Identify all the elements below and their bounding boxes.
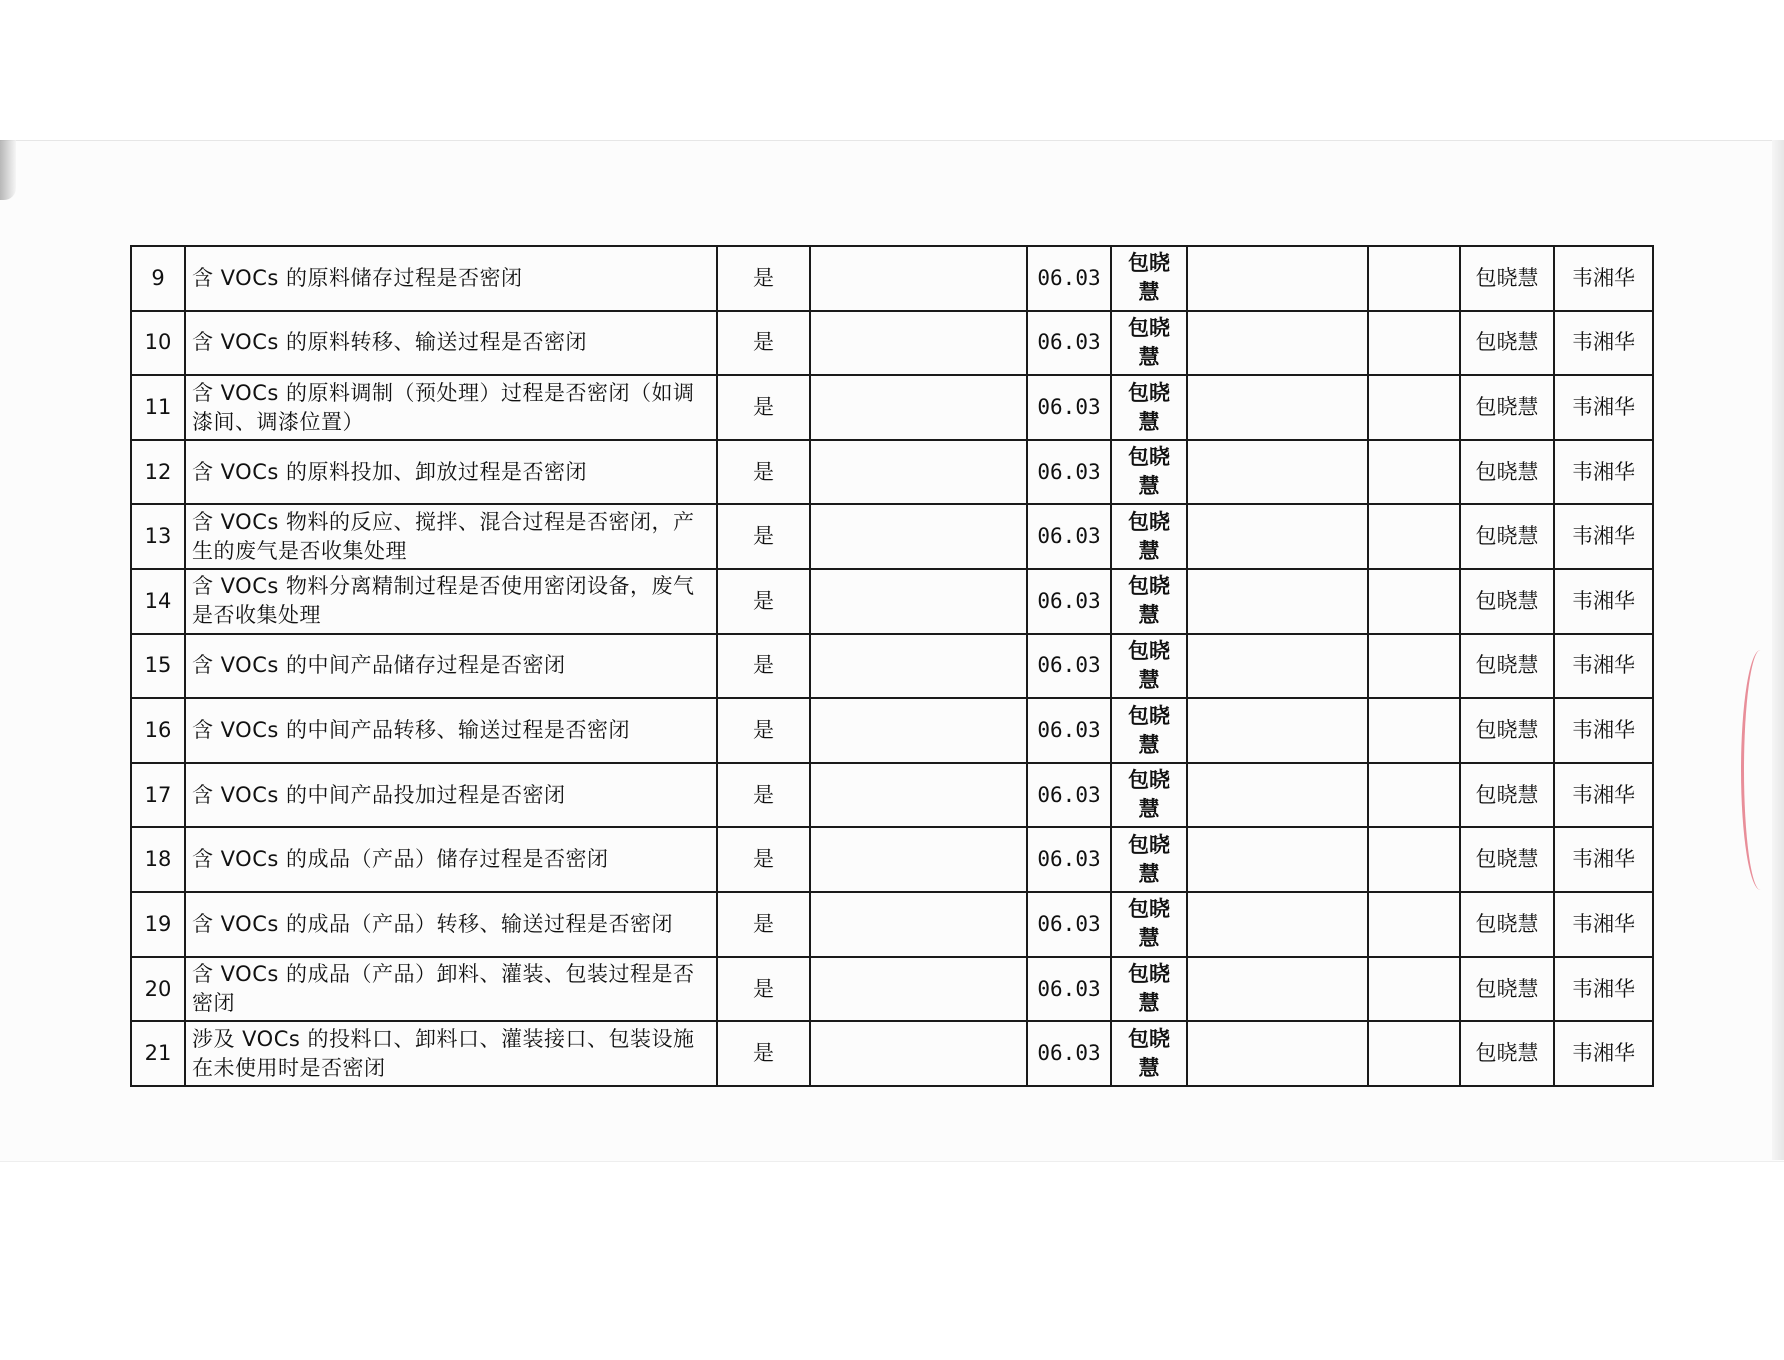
small-signature-cell: 包晓慧 [1111, 698, 1187, 763]
date-cell: 06.03 [1027, 957, 1111, 1022]
answer-cell: 是 [717, 763, 810, 828]
row-number: 18 [131, 827, 185, 892]
inspection-item: 含 VOCs 的成品（产品）卸料、灌装、包装过程是否密闭 [185, 957, 717, 1022]
inspection-item: 含 VOCs 的原料调制（预处理）过程是否密闭（如调漆间、调漆位置） [185, 375, 717, 440]
date-cell: 06.03 [1027, 504, 1111, 569]
inspection-item: 涉及 VOCs 的投料口、卸料口、灌装接口、包装设施在未使用时是否密闭 [185, 1021, 717, 1086]
table-row [131, 569, 1653, 634]
blank-cell-a [1187, 957, 1368, 1022]
answer-cell: 是 [717, 375, 810, 440]
blank-cell-b [1368, 440, 1460, 505]
table-row [131, 311, 1653, 376]
date-cell: 06.03 [1027, 375, 1111, 440]
remark-cell [810, 892, 1027, 957]
small-signature-cell: 包晓慧 [1111, 246, 1187, 311]
small-signature-cell: 包晓慧 [1111, 892, 1187, 957]
reviewer-signature: 韦湘华 [1554, 246, 1653, 311]
remark-cell [810, 375, 1027, 440]
remark-cell [810, 440, 1027, 505]
date-cell: 06.03 [1027, 763, 1111, 828]
table-row [131, 634, 1653, 699]
inspector-signature: 包晓慧 [1460, 892, 1554, 957]
blank-cell-a [1187, 634, 1368, 699]
table-row [131, 827, 1653, 892]
small-signature-cell: 包晓慧 [1111, 957, 1187, 1022]
blank-cell-a [1187, 246, 1368, 311]
small-signature-cell: 包晓慧 [1111, 375, 1187, 440]
small-signature-cell: 包晓慧 [1111, 827, 1187, 892]
checklist-body [131, 246, 1653, 1086]
date-cell: 06.03 [1027, 892, 1111, 957]
inspection-item: 含 VOCs 物料分离精制过程是否使用密闭设备，废气是否收集处理 [185, 569, 717, 634]
row-number: 17 [131, 763, 185, 828]
blank-cell-b [1368, 504, 1460, 569]
small-signature-cell: 包晓慧 [1111, 1021, 1187, 1086]
remark-cell [810, 634, 1027, 699]
blank-cell-b [1368, 957, 1460, 1022]
inspection-item: 含 VOCs 物料的反应、搅拌、混合过程是否密闭，产生的废气是否收集处理 [185, 504, 717, 569]
row-number: 19 [131, 892, 185, 957]
inspector-signature: 包晓慧 [1460, 634, 1554, 699]
small-signature-cell: 包晓慧 [1111, 504, 1187, 569]
blank-cell-b [1368, 892, 1460, 957]
row-number: 14 [131, 569, 185, 634]
small-signature-cell: 包晓慧 [1111, 440, 1187, 505]
reviewer-signature: 韦湘华 [1554, 504, 1653, 569]
table-row [131, 957, 1653, 1022]
inspector-signature: 包晓慧 [1460, 246, 1554, 311]
inspector-signature: 包晓慧 [1460, 763, 1554, 828]
blank-cell-a [1187, 375, 1368, 440]
table-row [131, 1021, 1653, 1086]
inspector-signature: 包晓慧 [1460, 375, 1554, 440]
answer-cell: 是 [717, 440, 810, 505]
inspection-item: 含 VOCs 的中间产品转移、输送过程是否密闭 [185, 698, 717, 763]
remark-cell [810, 1021, 1027, 1086]
blank-cell-a [1187, 504, 1368, 569]
table-row [131, 375, 1653, 440]
inspector-signature: 包晓慧 [1460, 311, 1554, 376]
row-number: 21 [131, 1021, 185, 1086]
table-row [131, 698, 1653, 763]
small-signature-cell: 包晓慧 [1111, 634, 1187, 699]
row-number: 10 [131, 311, 185, 376]
inspector-signature: 包晓慧 [1460, 440, 1554, 505]
inspection-checklist-table [130, 245, 1654, 1087]
table-row [131, 504, 1653, 569]
date-cell: 06.03 [1027, 246, 1111, 311]
page-curl-shadow [0, 140, 16, 200]
row-number: 12 [131, 440, 185, 505]
reviewer-signature: 韦湘华 [1554, 311, 1653, 376]
blank-cell-b [1368, 311, 1460, 376]
blank-cell-a [1187, 440, 1368, 505]
remark-cell [810, 569, 1027, 634]
answer-cell: 是 [717, 634, 810, 699]
inspector-signature: 包晓慧 [1460, 1021, 1554, 1086]
reviewer-signature: 韦湘华 [1554, 763, 1653, 828]
date-cell: 06.03 [1027, 698, 1111, 763]
reviewer-signature: 韦湘华 [1554, 827, 1653, 892]
date-cell: 06.03 [1027, 827, 1111, 892]
reviewer-signature: 韦湘华 [1554, 375, 1653, 440]
reviewer-signature: 韦湘华 [1554, 1021, 1653, 1086]
reviewer-signature: 韦湘华 [1554, 440, 1653, 505]
table-row [131, 440, 1653, 505]
blank-cell-a [1187, 763, 1368, 828]
inspection-item: 含 VOCs 的成品（产品）储存过程是否密闭 [185, 827, 717, 892]
blank-cell-b [1368, 827, 1460, 892]
blank-cell-b [1368, 763, 1460, 828]
inspection-item: 含 VOCs 的原料转移、输送过程是否密闭 [185, 311, 717, 376]
date-cell: 06.03 [1027, 311, 1111, 376]
row-number: 11 [131, 375, 185, 440]
answer-cell: 是 [717, 311, 810, 376]
blank-cell-a [1187, 569, 1368, 634]
small-signature-cell: 包晓慧 [1111, 311, 1187, 376]
inspector-signature: 包晓慧 [1460, 569, 1554, 634]
blank-cell-b [1368, 375, 1460, 440]
blank-cell-a [1187, 827, 1368, 892]
blank-cell-a [1187, 892, 1368, 957]
row-number: 20 [131, 957, 185, 1022]
blank-cell-b [1368, 634, 1460, 699]
red-seal-stamp [1741, 650, 1780, 890]
answer-cell: 是 [717, 698, 810, 763]
answer-cell: 是 [717, 827, 810, 892]
date-cell: 06.03 [1027, 1021, 1111, 1086]
inspection-item: 含 VOCs 的原料储存过程是否密闭 [185, 246, 717, 311]
small-signature-cell: 包晓慧 [1111, 763, 1187, 828]
inspection-item: 含 VOCs 的原料投加、卸放过程是否密闭 [185, 440, 717, 505]
date-cell: 06.03 [1027, 569, 1111, 634]
remark-cell [810, 827, 1027, 892]
remark-cell [810, 246, 1027, 311]
inspector-signature: 包晓慧 [1460, 504, 1554, 569]
date-cell: 06.03 [1027, 440, 1111, 505]
reviewer-signature: 韦湘华 [1554, 569, 1653, 634]
remark-cell [810, 957, 1027, 1022]
answer-cell: 是 [717, 892, 810, 957]
answer-cell: 是 [717, 957, 810, 1022]
reviewer-signature: 韦湘华 [1554, 698, 1653, 763]
answer-cell: 是 [717, 569, 810, 634]
blank-cell-a [1187, 1021, 1368, 1086]
blank-cell-a [1187, 311, 1368, 376]
row-number: 15 [131, 634, 185, 699]
remark-cell [810, 311, 1027, 376]
blank-cell-b [1368, 569, 1460, 634]
inspector-signature: 包晓慧 [1460, 827, 1554, 892]
answer-cell: 是 [717, 504, 810, 569]
date-cell: 06.03 [1027, 634, 1111, 699]
blank-cell-b [1368, 246, 1460, 311]
inspection-item: 含 VOCs 的成品（产品）转移、输送过程是否密闭 [185, 892, 717, 957]
row-number: 13 [131, 504, 185, 569]
row-number: 9 [131, 246, 185, 311]
blank-cell-b [1368, 1021, 1460, 1086]
row-number: 16 [131, 698, 185, 763]
remark-cell [810, 763, 1027, 828]
table-row [131, 246, 1653, 311]
reviewer-signature: 韦湘华 [1554, 634, 1653, 699]
small-signature-cell: 包晓慧 [1111, 569, 1187, 634]
table-row [131, 763, 1653, 828]
table-row [131, 892, 1653, 957]
remark-cell [810, 504, 1027, 569]
inspector-signature: 包晓慧 [1460, 957, 1554, 1022]
reviewer-signature: 韦湘华 [1554, 957, 1653, 1022]
answer-cell: 是 [717, 1021, 810, 1086]
blank-cell-b [1368, 698, 1460, 763]
inspection-item: 含 VOCs 的中间产品投加过程是否密闭 [185, 763, 717, 828]
blank-cell-a [1187, 698, 1368, 763]
remark-cell [810, 698, 1027, 763]
reviewer-signature: 韦湘华 [1554, 892, 1653, 957]
inspection-item: 含 VOCs 的中间产品储存过程是否密闭 [185, 634, 717, 699]
inspector-signature: 包晓慧 [1460, 698, 1554, 763]
answer-cell: 是 [717, 246, 810, 311]
